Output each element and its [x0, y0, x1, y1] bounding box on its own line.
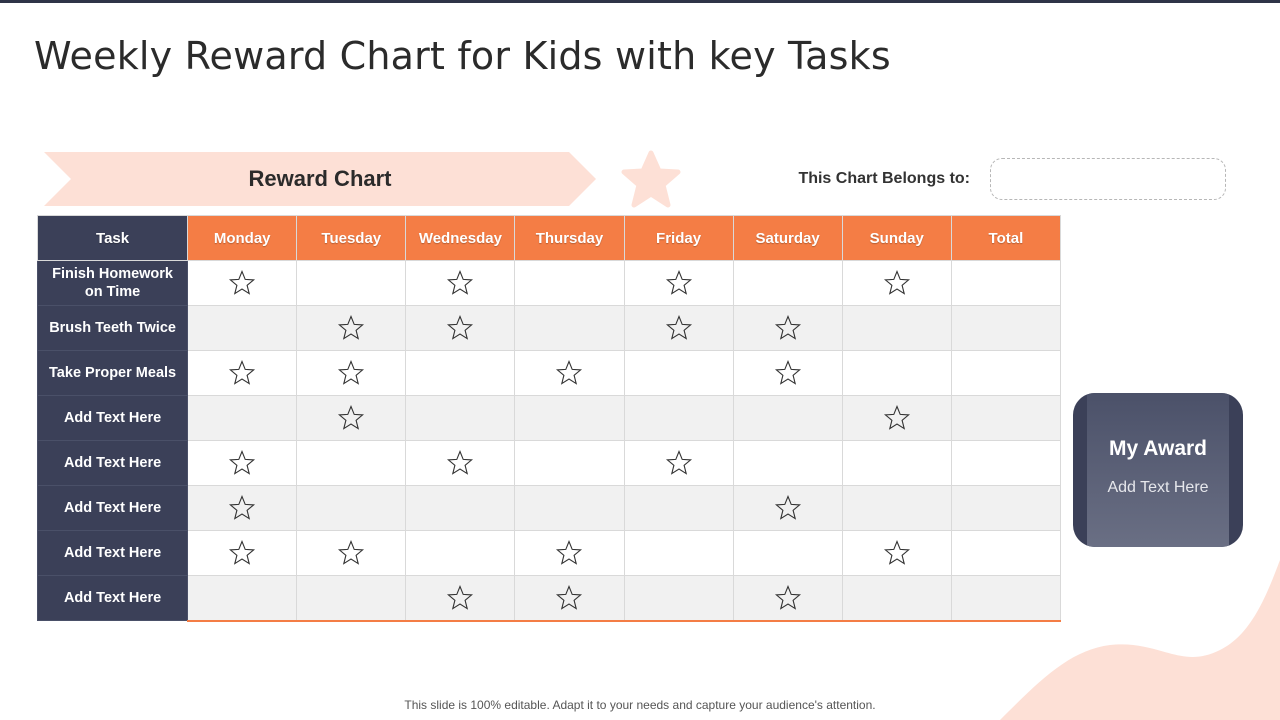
reward-table: [37, 215, 1061, 622]
star-outline-icon: [774, 589, 802, 606]
star-outline-icon: [665, 454, 693, 471]
day-cell[interactable]: [624, 306, 733, 351]
table-row: [38, 396, 1061, 441]
day-cell[interactable]: [624, 351, 733, 396]
day-cell[interactable]: [297, 576, 406, 621]
column-header-total: Total: [951, 216, 1060, 261]
belongs-label: This Chart Belongs to:: [798, 170, 970, 187]
award-card: [1073, 393, 1243, 547]
star-outline-icon: [446, 274, 474, 291]
star-outline-icon: [228, 454, 256, 471]
day-cell[interactable]: [406, 576, 515, 621]
reward-chart-banner: [44, 152, 596, 206]
task-label: Add Text Here: [38, 441, 188, 486]
day-cell[interactable]: [624, 576, 733, 621]
day-cell[interactable]: [842, 486, 951, 531]
day-cell[interactable]: [842, 396, 951, 441]
table-header-row: [38, 216, 1061, 261]
total-cell[interactable]: [951, 486, 1060, 531]
award-card-inner: [1087, 393, 1229, 547]
table-row: [38, 531, 1061, 576]
star-outline-icon: [665, 274, 693, 291]
day-cell[interactable]: [406, 531, 515, 576]
table-row: [38, 306, 1061, 351]
day-cell[interactable]: [297, 306, 406, 351]
day-cell[interactable]: [842, 441, 951, 486]
day-cell[interactable]: [842, 351, 951, 396]
day-cell[interactable]: [842, 306, 951, 351]
day-cell[interactable]: [515, 531, 624, 576]
star-outline-icon: [228, 274, 256, 291]
day-cell[interactable]: [297, 531, 406, 576]
day-cell[interactable]: [515, 306, 624, 351]
column-header-task: Task: [38, 216, 188, 261]
footer-note: This slide is 100% editable. Adapt it to your needs and capture your audience's attention.: [404, 698, 876, 712]
star-outline-icon: [446, 454, 474, 471]
day-cell[interactable]: [842, 531, 951, 576]
day-cell[interactable]: [515, 351, 624, 396]
top-border: [0, 0, 1280, 3]
star-outline-icon: [228, 499, 256, 516]
day-cell[interactable]: [406, 441, 515, 486]
day-cell[interactable]: [406, 306, 515, 351]
column-header-friday: Friday: [624, 216, 733, 261]
day-cell[interactable]: [297, 441, 406, 486]
star-outline-icon: [555, 364, 583, 381]
day-cell[interactable]: [188, 306, 297, 351]
star-outline-icon: [446, 319, 474, 336]
day-cell[interactable]: [188, 486, 297, 531]
day-cell[interactable]: [515, 486, 624, 531]
star-outline-icon: [337, 409, 365, 426]
day-cell[interactable]: [733, 576, 842, 621]
day-cell[interactable]: [406, 261, 515, 306]
star-outline-icon: [555, 589, 583, 606]
column-header-monday: Monday: [188, 216, 297, 261]
day-cell[interactable]: [733, 396, 842, 441]
star-outline-icon: [774, 499, 802, 516]
table-row: [38, 576, 1061, 621]
task-label: Brush Teeth Twice: [38, 306, 188, 351]
day-cell[interactable]: [733, 486, 842, 531]
column-header-saturday: Saturday: [733, 216, 842, 261]
total-cell[interactable]: [951, 396, 1060, 441]
column-header-thursday: Thursday: [515, 216, 624, 261]
star-outline-icon: [555, 544, 583, 561]
total-cell[interactable]: [951, 261, 1060, 306]
day-cell[interactable]: [515, 576, 624, 621]
day-cell[interactable]: [297, 486, 406, 531]
day-cell[interactable]: [406, 351, 515, 396]
day-cell[interactable]: [297, 261, 406, 306]
day-cell[interactable]: [406, 486, 515, 531]
award-text: Add Text Here: [1107, 479, 1209, 496]
total-cell[interactable]: [951, 351, 1060, 396]
table-row: [38, 441, 1061, 486]
day-cell[interactable]: [733, 441, 842, 486]
star-outline-icon: [337, 544, 365, 561]
day-cell[interactable]: [188, 261, 297, 306]
day-cell[interactable]: [188, 531, 297, 576]
star-outline-icon: [774, 364, 802, 381]
column-header-wednesday: Wednesday: [406, 216, 515, 261]
star-outline-icon: [337, 364, 365, 381]
task-label: Finish Homework on Time: [38, 261, 188, 306]
day-cell[interactable]: [624, 261, 733, 306]
day-cell[interactable]: [188, 441, 297, 486]
table-row: [38, 486, 1061, 531]
day-cell[interactable]: [515, 396, 624, 441]
star-outline-icon: [228, 544, 256, 561]
day-cell[interactable]: [297, 351, 406, 396]
day-cell[interactable]: [842, 576, 951, 621]
day-cell[interactable]: [733, 261, 842, 306]
day-cell[interactable]: [842, 261, 951, 306]
day-cell[interactable]: [624, 486, 733, 531]
star-outline-icon: [228, 364, 256, 381]
day-cell[interactable]: [624, 531, 733, 576]
total-cell[interactable]: [951, 306, 1060, 351]
decorative-blob: [1000, 540, 1280, 720]
task-label: Add Text Here: [38, 576, 188, 621]
day-cell[interactable]: [188, 576, 297, 621]
day-cell[interactable]: [624, 396, 733, 441]
day-cell[interactable]: [188, 351, 297, 396]
day-cell[interactable]: [188, 396, 297, 441]
day-cell[interactable]: [733, 531, 842, 576]
belongs-name-field[interactable]: [990, 158, 1226, 200]
column-header-sunday: Sunday: [842, 216, 951, 261]
table-row: [38, 261, 1061, 306]
star-filled-icon: [620, 150, 682, 210]
day-cell[interactable]: [406, 396, 515, 441]
star-outline-icon: [446, 589, 474, 606]
banner-title: Reward Chart: [248, 166, 392, 191]
award-title: My Award: [1108, 437, 1208, 460]
star-outline-icon: [883, 544, 911, 561]
star-outline-icon: [665, 319, 693, 336]
task-label: Add Text Here: [38, 531, 188, 576]
day-cell[interactable]: [733, 306, 842, 351]
day-cell[interactable]: [297, 396, 406, 441]
star-outline-icon: [337, 319, 365, 336]
column-header-tuesday: Tuesday: [297, 216, 406, 261]
day-cell[interactable]: [515, 441, 624, 486]
day-cell[interactable]: [624, 441, 733, 486]
star-outline-icon: [883, 274, 911, 291]
day-cell[interactable]: [515, 261, 624, 306]
task-label: Take Proper Meals: [38, 351, 188, 396]
task-label: Add Text Here: [38, 486, 188, 531]
total-cell[interactable]: [951, 441, 1060, 486]
day-cell[interactable]: [733, 351, 842, 396]
star-outline-icon: [774, 319, 802, 336]
star-outline-icon: [883, 409, 911, 426]
page-title: Weekly Reward Chart for Kids with key Tasks: [34, 34, 891, 78]
table-row: [38, 351, 1061, 396]
task-label: Add Text Here: [38, 396, 188, 441]
